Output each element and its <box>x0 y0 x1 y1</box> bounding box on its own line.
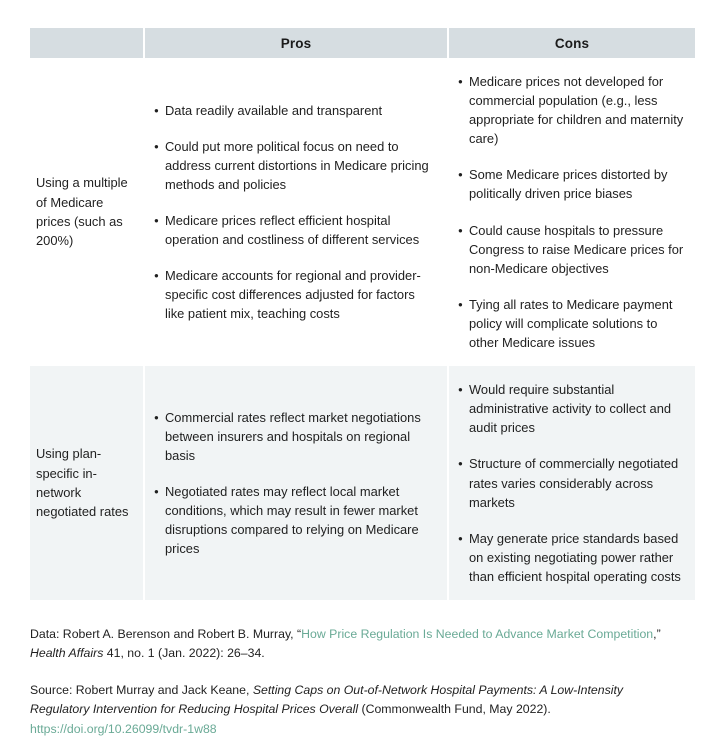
data-citation <box>30 625 670 664</box>
table-row <box>30 366 695 600</box>
list-item: ● May generate price standards based on existing negotiating power rather than efficient hospital operating costs <box>458 529 685 586</box>
list-item: ● Negotiated rates may reflect local market conditions, which may result in fewer market disruptions compared to relying on Medicare prices <box>154 482 435 558</box>
list-item: ● Could cause hospitals to pressure Congress to raise Medicare prices for non-Medicare objectives <box>458 221 685 278</box>
list-item: ● Structure of commercially negotiated rates varies considerably across markets <box>458 454 685 511</box>
list-item: ● Medicare prices reflect efficient hospital operation and costliness of different services <box>154 211 435 249</box>
list-item: ● Commercial rates reflect market negotiations between insurers and hospitals on regional basis <box>154 408 435 465</box>
row-label: Using plan-specific in-network negotiated rates <box>30 366 143 600</box>
row-label: Using a multiple of Medicare prices (such as 200%) <box>30 58 143 366</box>
data-citation-link-text-cont: Competition <box>587 626 654 641</box>
data-citation-link-text: How Price Regulation Is Needed to Advance Market <box>301 626 585 641</box>
table-header <box>30 28 695 58</box>
source-citation-prefix: Source: Robert Murray and Jack Keane, <box>30 682 253 697</box>
table-row <box>30 58 695 366</box>
doi-link[interactable]: https://doi.org/10.26099/tvdr-1w88 <box>30 721 217 736</box>
list-item: ● Would require substantial administrative activity to collect and audit prices <box>458 380 685 437</box>
row-cons-cell <box>449 58 695 366</box>
source-citation-suffix: (Commonwealth Fund, May 2022). <box>358 702 551 717</box>
list-item: ● Some Medicare prices distorted by politically driven price biases <box>458 165 685 203</box>
data-citation-after-link: ,” <box>653 626 661 641</box>
list-item: ● Tying all rates to Medicare payment policy will complicate solutions to other Medicare issues <box>458 295 685 352</box>
source-citation <box>30 681 670 739</box>
data-citation-suffix: 41, no. 1 (Jan. 2022): 26–34. <box>103 646 265 661</box>
source-citation-title: Setting Caps on Out-of-Network Hospital Payments: A Low-Intensity Regulatory Intervention for Reducing Hospital Prices Overall <box>30 682 624 717</box>
data-citation-journal: Health Affairs <box>30 646 104 661</box>
table-body <box>30 58 695 600</box>
list-item: ● Data readily available and transparent <box>154 101 435 120</box>
pros-bullet-list <box>154 101 435 324</box>
list-item: ● Could put more political focus on need to address current distortions in Medicare pricing methods and policies <box>154 137 435 194</box>
column-header-cons: Cons <box>449 28 695 58</box>
row-pros-cell <box>145 366 447 600</box>
cons-bullet-list <box>458 380 685 586</box>
row-pros-cell <box>145 58 447 366</box>
data-citation-prefix: Data: Robert A. Berenson and Robert B. Murray, “ <box>30 626 302 641</box>
column-header-pros: Pros <box>145 28 447 58</box>
pros-cons-table <box>28 28 697 600</box>
footnotes <box>29 625 697 739</box>
column-header-blank <box>30 28 143 58</box>
row-cons-cell <box>449 366 695 600</box>
data-citation-link[interactable] <box>301 627 653 641</box>
list-item: ● Medicare prices not developed for commercial population (e.g., less appropriate for children and maternity care) <box>458 72 685 148</box>
list-item: ● Medicare accounts for regional and provider-specific cost differences adjusted for factors like patient mix, teaching costs <box>154 266 435 323</box>
pros-bullet-list <box>154 408 435 559</box>
cons-bullet-list <box>458 72 685 352</box>
table-header-row <box>30 28 695 58</box>
